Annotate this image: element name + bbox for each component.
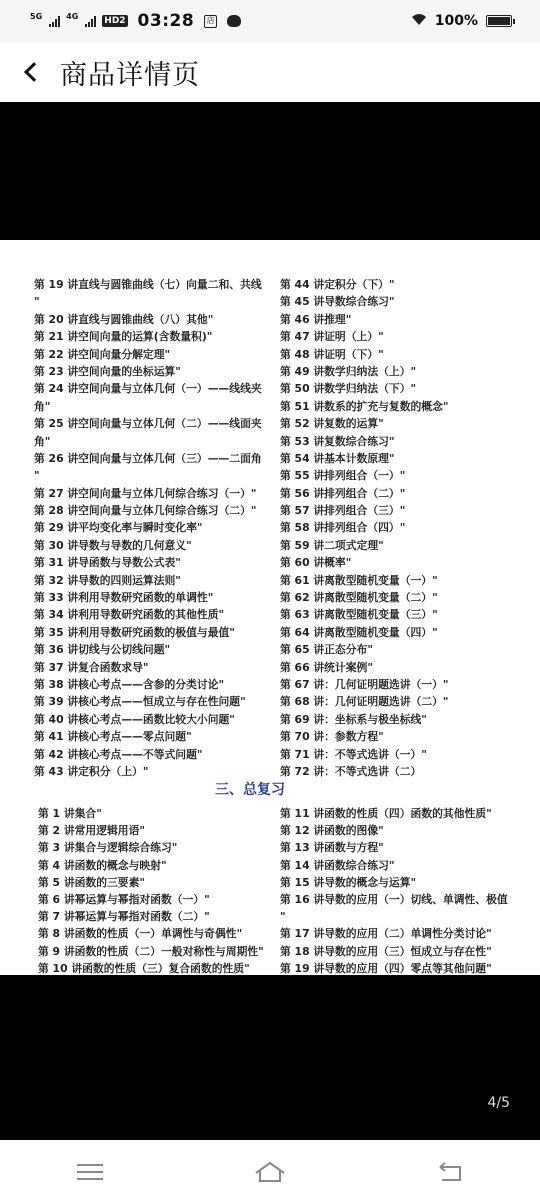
toc-entry: 第 45 讲导数综合练习": [280, 295, 395, 309]
toc-entry: 第 4 讲函数的概念与映射": [38, 858, 167, 872]
menu-icon: [77, 1164, 103, 1180]
toc-entry: 第 47 讲证明（上）": [280, 330, 384, 344]
battery-icon: [486, 15, 512, 27]
title-bar: [0, 42, 540, 102]
toc-entry: 第 20 讲直线与圆锥曲线（八）其他": [34, 312, 214, 326]
navigation-bar: [0, 1140, 540, 1204]
document-image: [0, 240, 540, 975]
toc-entry: 第 70 讲：参数方程": [280, 730, 384, 744]
toc-entry: 第 69 讲：坐标系与极坐标线": [280, 712, 427, 726]
hd-icon: HD2: [104, 16, 126, 26]
toc-entry: 第 30 讲导数与导数的几何意义": [34, 538, 192, 552]
toc-entry: 第 41 讲核心考点——零点问题": [34, 730, 192, 744]
toc-entry: 第 22 讲空间向量分解定理": [34, 347, 171, 361]
toc-entry: 第 53 讲复数综合练习": [280, 434, 395, 448]
toc-entry: 第 55 讲排列组合（一）": [280, 469, 406, 483]
toc-entry: 第 11 讲函数的性质（四）函数的其他性质": [280, 807, 492, 820]
toc-entry: 第 61 讲离散型随机变量（一）": [280, 573, 438, 587]
toc-entry: 第 15 讲导数的概念与运算": [280, 875, 417, 889]
battery-percent: 100%: [434, 13, 478, 29]
toc-entry: 第 7 讲幂运算与幂指对函数（二）": [38, 910, 210, 924]
toc-entry: 第 19 讲导数的应用（四）零点等其他问题": [280, 961, 492, 975]
toc-entry: 第 64 讲离散型随机变量（四）": [280, 625, 438, 639]
toc-entry: 第 26 讲空间向量与立体几何（三）——二面角: [34, 451, 262, 465]
toc-right-column: [280, 276, 510, 780]
toc-entry: 第 36 讲切线与公切线问题": [34, 643, 171, 657]
toc-entry: 第 27 讲空间向量与立体几何综合练习（一）": [34, 486, 257, 500]
toc-entry: 第 51 讲数系的扩充与复数的概念": [280, 399, 449, 413]
toc-entry: 第 42 讲核心考点——不等式问题": [34, 747, 203, 761]
toc-entry: 第 66 讲统计案例": [280, 660, 373, 674]
signal-label-5g: 5G: [30, 11, 43, 21]
toc-entry: 第 12 讲函数的图像": [280, 824, 384, 838]
toc-entry: ": [34, 469, 40, 483]
toc-entry: 第 6 讲幂运算与幂指对函数（一）": [38, 892, 210, 906]
toc-entry: 第 24 讲空间向量与立体几何（一）——线线夹: [34, 382, 262, 396]
toc-entry: ": [34, 295, 40, 309]
toc-left-column: [34, 276, 274, 780]
toc-entry: 第 29 讲平均变化率与瞬时变化率": [34, 521, 203, 535]
toc-entry: 第 2 讲常用逻辑用语": [38, 824, 146, 838]
toc-entry: 第 44 讲定积分（下）": [280, 278, 395, 291]
toc-entry: 第 19 讲直线与圆锥曲线（七）向量二和、共线: [34, 278, 262, 291]
toc-entry: 第 54 讲基本计数原理": [280, 451, 395, 465]
toc-entry: 第 21 讲空间向量的运算(含数量积)": [34, 330, 213, 344]
wifi-icon: [411, 13, 427, 30]
toc-entry: 第 62 讲离散型随机变量（二）": [280, 591, 438, 605]
toc-entry: 第 5 讲函数的三要素": [38, 875, 146, 889]
toc-entry: 第 39 讲核心考点——恒成立与存在性问题": [34, 695, 246, 709]
toc-entry: 第 18 讲导数的应用（三）恒成立与存在性": [280, 944, 492, 958]
toc-entry: ": [280, 910, 286, 924]
toc-entry: 第 48 讲证明（下）": [280, 347, 384, 361]
toc-entry: 第 35 讲利用导数研究函数的极值与最值": [34, 625, 235, 639]
toc-entry: 第 59 讲二项式定理": [280, 538, 384, 552]
cat-face-icon: [227, 15, 241, 27]
toc-entry: 第 63 讲离散型随机变量（三）": [280, 608, 438, 622]
toc-entry: 第 52 讲复数的运算": [280, 417, 384, 431]
toc-entry: 第 46 讲推理": [280, 312, 352, 326]
toc-entry: 第 71 讲：不等式选讲（一）": [280, 747, 427, 761]
toc-entry: 第 9 讲函数的性质（二）一般对称性与周期性": [38, 944, 264, 958]
home-button[interactable]: [240, 1152, 300, 1192]
toc-entry: 第 72 讲：不等式选讲（二）: [280, 764, 422, 778]
back-button[interactable]: [420, 1152, 480, 1192]
toc-entry: 第 1 讲集合": [38, 807, 102, 820]
signal-label-4g: 4G: [66, 11, 79, 21]
toc-entry: 第 14 讲函数综合练习": [280, 858, 395, 872]
back-icon: [436, 1161, 464, 1183]
toc-entry: 第 13 讲函数与方程": [280, 841, 384, 855]
toc-entry: 第 56 讲排列组合（二）": [280, 486, 406, 500]
toc-entry: 第 31 讲导函数与导数公式表": [34, 556, 181, 570]
menu-button[interactable]: [60, 1152, 120, 1192]
toc-entry: 第 68 讲：几何证明题选讲（二）": [280, 695, 449, 709]
home-icon: [253, 1161, 287, 1183]
toc-entry: 第 58 讲排列组合（四）": [280, 521, 406, 535]
signal-icon-2: [85, 15, 96, 27]
page-indicator: 4/5: [487, 1095, 510, 1111]
status-bar: [0, 0, 540, 42]
toc-entry: 第 3 讲集合与逻辑综合练习": [38, 841, 178, 855]
toc-entry: 第 23 讲空间向量的坐标运算": [34, 364, 181, 378]
review-left-column: [38, 805, 278, 977]
toc-entry: 第 67 讲：几何证明题选讲（一）": [280, 677, 449, 691]
toc-entry: 第 50 讲数学归纳法（下）": [280, 382, 417, 396]
page-title: 商品详情页: [60, 59, 200, 91]
toc-entry: 第 38 讲核心考点——含参的分类讨论": [34, 677, 225, 691]
store-icon: 店: [204, 15, 217, 28]
toc-entry: 第 65 讲正态分布": [280, 643, 373, 657]
toc-entry: 第 43 讲定积分（上）": [34, 764, 149, 778]
toc-entry: 第 49 讲数学归纳法（上）": [280, 364, 417, 378]
review-right-column: [280, 805, 510, 977]
toc-entry: 第 8 讲函数的性质（一）单调性与奇偶性": [38, 927, 243, 941]
chevron-left-icon[interactable]: [0, 42, 60, 102]
signal-icon: [49, 15, 60, 27]
toc-entry: 第 32 讲导数的四则运算法则": [34, 573, 181, 587]
toc-entry: 第 16 讲导数的应用（一）切线、单调性、极值: [280, 892, 508, 906]
toc-entry: 角": [34, 399, 51, 413]
toc-entry: 第 57 讲排列组合（三）": [280, 504, 406, 518]
toc-entry: 角": [34, 434, 51, 448]
toc-entry: 第 34 讲利用导数研究函数的其他性质": [34, 608, 225, 622]
toc-entry: 第 28 讲空间向量与立体几何综合练习（二）": [34, 504, 257, 518]
clock: 03:28: [137, 11, 195, 31]
toc-entry: 第 10 讲函数的性质（三）复合函数的性质": [38, 961, 250, 975]
section-title: 三、总复习: [215, 782, 285, 798]
toc-entry: 第 40 讲核心考点——函数比较大小问题": [34, 712, 235, 726]
toc-entry: 第 25 讲空间向量与立体几何（二）——线面夹: [34, 417, 262, 431]
toc-entry: 第 33 讲利用导数研究函数的单调性": [34, 591, 214, 605]
battery-fill: [488, 17, 510, 25]
toc-entry: 第 17 讲导数的应用（二）单调性分类讨论": [280, 927, 492, 941]
toc-entry: 第 60 讲概率": [280, 556, 352, 570]
toc-entry: 第 37 讲复合函数求导": [34, 660, 149, 674]
